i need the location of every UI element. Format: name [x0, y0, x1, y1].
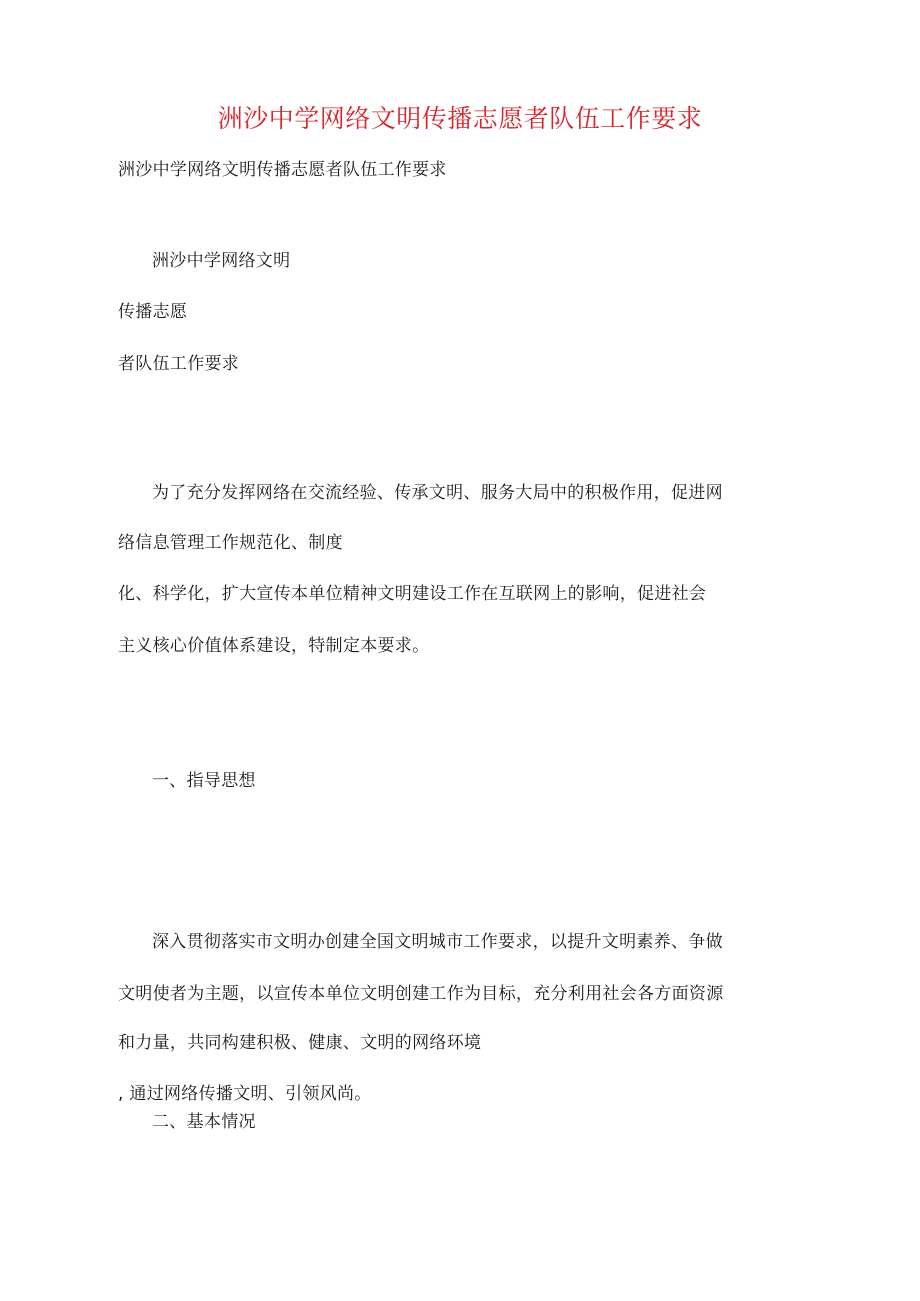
- paragraph-line: 深入贯彻落实市文明办创建全国文明城市工作要求，以提升文明素养、争做: [152, 932, 723, 952]
- paragraph-line: 洲沙中学网络文明: [152, 251, 291, 271]
- paragraph-line: 和力量，共同构建积极、健康、文明的网络环境: [118, 1033, 482, 1053]
- paragraph-line: 化、科学化，扩大宣传本单位精神文明建设工作在互联网上的影响，促进社会: [118, 584, 707, 604]
- paragraph-line: 为了充分发挥网络在交流经验、传承文明、服务大局中的积极作用，促进网: [152, 483, 723, 503]
- paragraph-line: 者队伍工作要求: [118, 354, 240, 374]
- paragraph-line: 主义核心价值体系建设，特制定本要求。: [118, 636, 430, 656]
- paragraph-line: , 通过网络传播文明、引领风尚。: [118, 1084, 372, 1104]
- section-heading: 二、基本情况: [152, 1112, 256, 1132]
- paragraph-line: 传播志愿: [118, 302, 188, 322]
- subtitle-line: 洲沙中学网络文明传播志愿者队伍工作要求: [118, 160, 447, 180]
- section-heading: 一、指导思想: [152, 771, 256, 791]
- paragraph-line: 络信息管理工作规范化、制度: [118, 533, 343, 553]
- paragraph-line: 文明使者为主题，以宣传本单位文明创建工作为目标，充分利用社会各方面资源: [118, 984, 724, 1004]
- document-title: 洲沙中学网络文明传播志愿者队伍工作要求: [217, 104, 703, 133]
